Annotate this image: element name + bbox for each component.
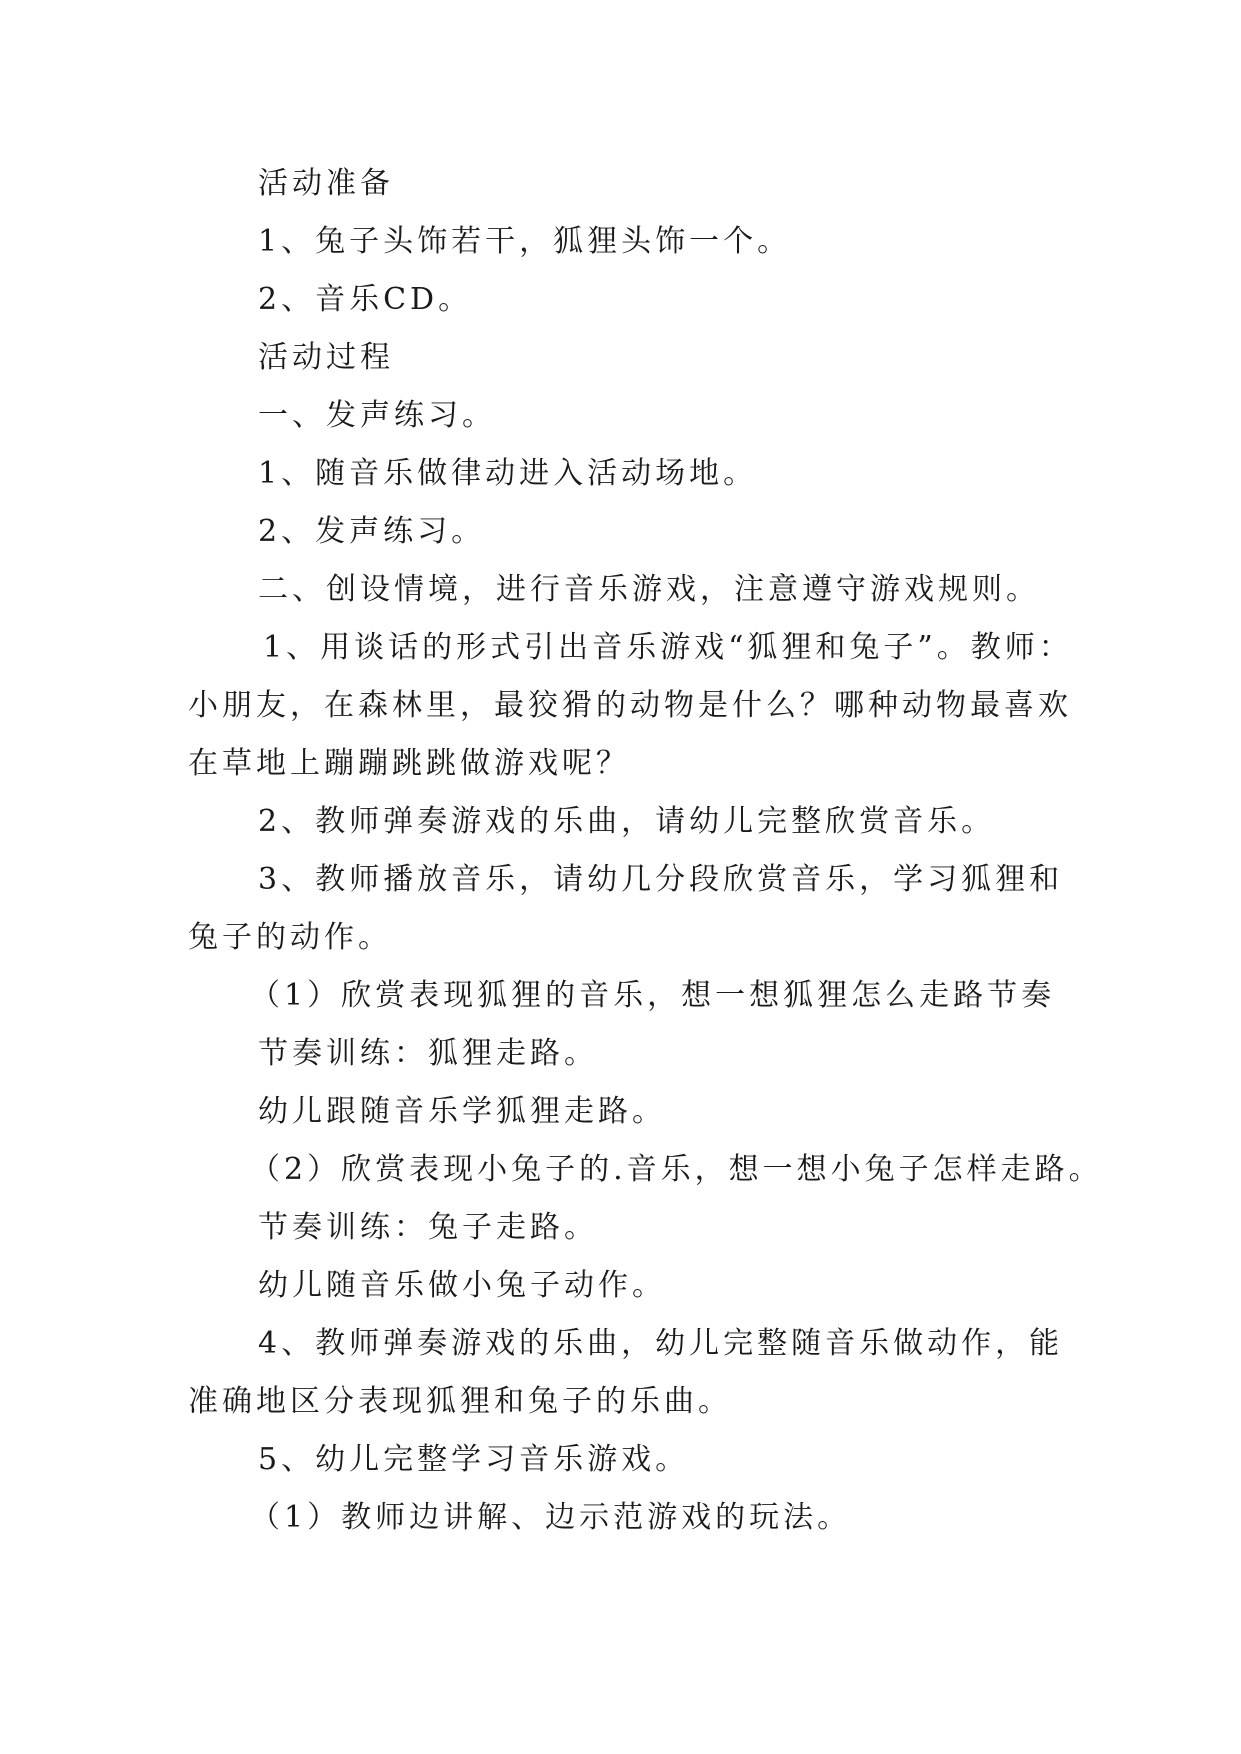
paragraph-line: 幼儿随音乐做小兔子动作。 xyxy=(258,1268,666,1303)
paragraph-line: 准确地区分表现狐狸和兔子的乐曲。 xyxy=(188,1384,732,1419)
paragraph-line: （1）教师边讲解、边示范游戏的玩法。 xyxy=(250,1500,852,1535)
section-heading-preparation: 活动准备 xyxy=(258,166,394,201)
paragraph-line: 1、用谈话的形式引出音乐游戏“狐狸和兔子”。教师： xyxy=(263,630,1073,665)
paragraph-line: 1、随音乐做律动进入活动场地。 xyxy=(258,456,758,491)
paragraph-line: 在草地上蹦蹦跳跳做游戏呢？ xyxy=(188,746,630,781)
paragraph-line: 小朋友，在森林里，最狡猾的动物是什么？哪种动物最喜欢 xyxy=(188,688,1072,723)
paragraph-line: 节奏训练：兔子走路。 xyxy=(258,1210,598,1245)
paragraph-line: 二、创设情境，进行音乐游戏，注意遵守游戏规则。 xyxy=(258,572,1040,607)
paragraph-line: 3、教师播放音乐，请幼几分段欣赏音乐，学习狐狸和 xyxy=(258,862,1064,897)
paragraph-line: 兔子的动作。 xyxy=(188,920,392,955)
paragraph-line: （1）欣赏表现狐狸的音乐，想一想狐狸怎么走路节奏 xyxy=(250,978,1056,1013)
paragraph-line: 5、幼儿完整学习音乐游戏。 xyxy=(258,1442,690,1477)
paragraph-line: 2、发声练习。 xyxy=(258,514,486,549)
paragraph-line: 4、教师弹奏游戏的乐曲，幼儿完整随音乐做动作，能 xyxy=(258,1326,1064,1361)
paragraph-line: （2）欣赏表现小兔子的.音乐，想一想小兔子怎样走路。 xyxy=(250,1152,1103,1187)
paragraph-line: 1、兔子头饰若干，狐狸头饰一个。 xyxy=(258,224,792,259)
paragraph-line: 节奏训练：狐狸走路。 xyxy=(258,1036,598,1071)
paragraph-line: 2、教师弹奏游戏的乐曲，请幼儿完整欣赏音乐。 xyxy=(258,804,996,839)
paragraph-line: 幼儿跟随音乐学狐狸走路。 xyxy=(258,1094,666,1129)
section-heading-process: 活动过程 xyxy=(258,340,394,375)
paragraph-line: 一、发声练习。 xyxy=(258,398,496,433)
paragraph-line: 2、音乐CD。 xyxy=(258,282,473,317)
